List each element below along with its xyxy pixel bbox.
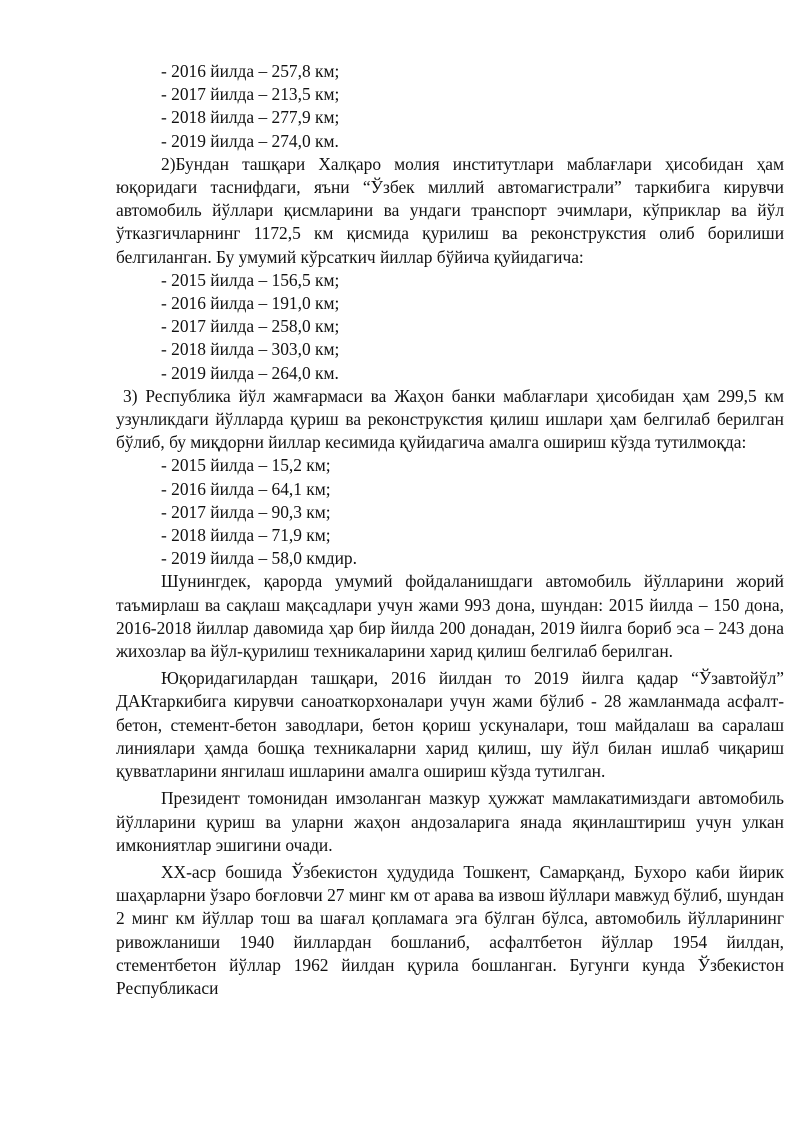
document-page bbox=[116, 60, 784, 1000]
list-item: - 2017 йилда – 258,0 км; bbox=[161, 316, 340, 337]
list-road-km-b bbox=[116, 269, 784, 385]
list-item: - 2019 йилда – 264,0 км. bbox=[161, 362, 339, 383]
paragraph-plants: Юқоридагилардан ташқари, 2016 йилдан то 2019 йилга қадар “Ўзавтойўл” ДАКтаркибига кирувчи саноаткорхоналари учун жами бўлиб - 28 жамланмада асфалт-бетон, стемент-бетон заводлари, бетон қориш ускуналари, тош майдалаш ва саралаш линиялари ҳамда бошқа техникаларни харид қилиш, шу йўл билан ишлаб чиқариш қувватларини янгилаш ишларини амалга ошириш кўзда тутилган. bbox=[116, 668, 784, 782]
list-item: - 2018 йилда – 277,9 км; bbox=[161, 107, 340, 128]
list-item: - 2019 йилда – 58,0 кмдир. bbox=[161, 548, 357, 569]
paragraph-equipment: Шунингдек, қарорда умумий фойдаланишдаги автомобиль йўлларини жорий таъмирлаш ва сақлаш мақсадлари учун жами 993 дона, шундан: 2015 йилда – 150 дона, 2016-2018 йиллар давомида ҳар бир йилда 200 донадан, 2019 йилга бориб эса – 243 дона жихозлар ва йўл-қурилиш техникаларини харид қилиш белгилаб берилган. bbox=[116, 571, 784, 662]
list-item: - 2016 йилда – 191,0 км; bbox=[161, 293, 340, 314]
list-item: - 2018 йилда – 303,0 км; bbox=[161, 339, 340, 360]
list-item: - 2016 йилда – 64,1 км; bbox=[161, 478, 331, 499]
paragraph-road-fund: 3) Республика йўл жамғармаси ва Жаҳон банки маблағлари ҳисобидан ҳам 299,5 км узунликдаги йўлларда қуриш ва реконструкстия қилиш ишлари ҳам белгилаб берилган бўлиб, бу миқдорни йиллар кесимида қуйидагича амалга ошириш кўзда тутилмоқда: bbox=[116, 385, 784, 453]
list-item: - 2017 йилда – 213,5 км; bbox=[161, 84, 340, 105]
paragraph-history: XX-аср бошида Ўзбекистон ҳудудида Тошкент, Самарқанд, Бухоро каби йирик шаҳарларни ўзаро боғловчи 27 минг км от арава ва извош йўллари мавжуд бўлиб, шундан 2 минг км йўллар тош ва шағал қопламага эга бўлган бўлса, автомобиль йўлларининг ривожланиши 1940 йиллардан бошланиб, асфалтбетон йўллар 1954 йилдан, стементбетон йўллар 1962 йилдан қурила бошланган. Бугунги кунда Ўзбекистон Республикаси bbox=[116, 861, 784, 998]
list-item: - 2018 йилда – 71,9 км; bbox=[161, 525, 331, 546]
list-item: - 2016 йилда – 257,8 км; bbox=[161, 61, 340, 81]
list-item: - 2015 йилда – 15,2 км; bbox=[161, 455, 331, 476]
list-item: - 2017 йилда – 90,3 км; bbox=[161, 501, 331, 522]
list-road-km-a bbox=[116, 60, 784, 153]
paragraph-international-funding: 2)Бундан ташқари Халқаро молия институтлари маблағлари ҳисобидан ҳам юқоридаги таснифдаги, яъни “Ўзбек миллий автомагистрали” таркибига кирувчи автомобиль йўллари қисмларини ва ундаги транспорт эчимлари, кўприклар ва йўл ўтказгичларнинг 1172,5 км қисмида қурилиш ва реконструкстия олиб борилиши белгиланган. Бу умумий кўрсаткич йиллар бўйича қуйидагича: bbox=[116, 153, 784, 267]
list-item: - 2019 йилда – 274,0 км. bbox=[161, 130, 339, 151]
list-road-km-c bbox=[116, 454, 784, 570]
list-item: - 2015 йилда – 156,5 км; bbox=[161, 269, 340, 290]
paragraph-president-document: Президент томонидан имзоланган мазкур ҳужжат мамлакатимиздаги автомобиль йўлларини қуриш ва уларни жаҳон андозаларига янада яқинлаштириш учун улкан имкониятлар эшигини очади. bbox=[116, 788, 784, 855]
